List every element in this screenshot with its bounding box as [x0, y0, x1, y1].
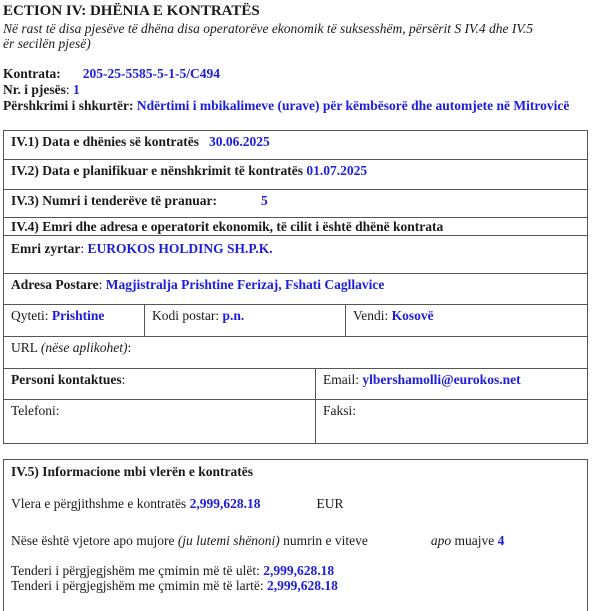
lowest-tender-value: 2,999,628.18: [263, 563, 335, 578]
official-name-value: EUROKOS HOLDING SH.P.K.: [87, 241, 273, 256]
total-value-currency: EUR: [316, 496, 344, 511]
country-value: Kosovë: [391, 308, 434, 323]
row-iv2-signing-date: [4, 159, 587, 189]
row-city-postcode-country: [4, 304, 587, 336]
contract-number-value: 205-25-5585-5-1-5/C494: [82, 66, 220, 81]
iv3-label: IV.3) Numri i tenderëve të pranuar:: [11, 193, 217, 208]
row-contact-email: [4, 368, 587, 399]
lowest-tender-line: [11, 563, 580, 578]
iv3-value: 5: [260, 193, 268, 208]
section-title: ECTION IV: DHËNIA E KONTRATËS: [3, 3, 260, 19]
lot-number-value: 1: [73, 82, 80, 97]
row-url: [4, 336, 587, 368]
fax-cell: Faksi:: [315, 400, 587, 443]
contract-value-table: [3, 459, 588, 611]
iv5-header: IV.5) Informacione mbi vlerën e kontratës: [11, 464, 253, 479]
iv1-value: 30.06.2025: [209, 134, 270, 149]
row-iv1-award-date: [4, 131, 587, 159]
section-subtitle: [3, 22, 605, 51]
postal-address-colon: :: [98, 277, 103, 292]
country-label: Vendi:: [353, 308, 389, 323]
email-value: ylbershamolli@eurokos.net: [362, 372, 521, 387]
lot-number-label: Nr. i pjesës: [3, 82, 66, 97]
country-cell: [345, 305, 587, 336]
contract-meta: [3, 66, 605, 114]
lot-number-colon: :: [65, 82, 70, 97]
annual-monthly-note: (ju lutemi shënoni): [177, 533, 280, 548]
short-description-value: Ndërtimi i mbikalimeve (urave) për këmbësorë dhe automjete në Mitrovicë: [136, 98, 570, 113]
iv2-label: IV.2) Data e planifikuar e nënshkrimit të kontratës: [11, 163, 304, 178]
official-name-colon: :: [80, 241, 85, 256]
row-iv3-tenders-received: [4, 189, 587, 217]
iv2-value: 01.07.2025: [306, 163, 368, 178]
highest-tender-value: 2,999,628.18: [266, 578, 338, 593]
city-cell: [4, 305, 144, 336]
contract-award-table: [3, 130, 588, 444]
url-note: (nëse aplikohet): [40, 340, 128, 355]
subtitle-line-1: Në rast të disa pjesëve të dhëna disa operatorëve ekonomik të suksesshëm, përsërit S IV.4 dhe IV.5: [3, 21, 534, 36]
row-phone-fax: [4, 399, 587, 443]
highest-tender-label: Tenderi i përgjegjshëm me çmimin më të lartë:: [11, 578, 264, 593]
annual-monthly-part3: muajve: [454, 533, 495, 548]
url-label: URL: [11, 340, 38, 355]
short-description-line: [3, 98, 605, 114]
annual-monthly-part2: numrin e viteve: [283, 533, 368, 548]
url-colon: :: [127, 340, 132, 355]
contract-number-label: Kontrata:: [3, 66, 61, 81]
total-value-label: Vlera e përgjithshme e kontratës: [11, 496, 187, 511]
city-label: Qyteti:: [11, 308, 49, 323]
row-iv4-header: IV.4) Emri dhe adresa e operatorit ekonomik, të cilit i është dhënë kontrata: [4, 217, 587, 235]
contact-person-label: Personi kontaktues: [11, 372, 122, 387]
lowest-tender-label: Tenderi i përgjegjshëm me çmimin më të ulët:: [11, 563, 260, 578]
months-count-value: 4: [497, 533, 505, 548]
row-official-name: [4, 235, 587, 273]
phone-cell: Telefoni:: [11, 403, 60, 418]
contact-person-colon: :: [121, 372, 126, 387]
postcode-cell: [144, 305, 345, 336]
contract-number-line: [3, 66, 605, 82]
row-postal-address: [4, 273, 587, 304]
email-label: Email:: [323, 372, 359, 387]
postcode-value: p.n.: [222, 308, 245, 323]
total-value-line: [11, 496, 580, 512]
postal-address-value: Magjistralja Prishtine Ferizaj, Fshati Cagllavice: [105, 277, 385, 292]
postal-address-label: Adresa Postare: [11, 277, 99, 292]
iv1-label: IV.1) Data e dhënies së kontratës: [11, 134, 199, 149]
city-value: Prishtine: [51, 308, 105, 323]
official-name-label: Emri zyrtar: [11, 241, 81, 256]
annual-monthly-apo: apo: [430, 533, 452, 548]
email-cell: [315, 369, 587, 399]
contact-person-cell: [4, 369, 315, 399]
short-description-label: Përshkrimi i shkurtër:: [3, 98, 134, 113]
postcode-label: Kodi postar:: [152, 308, 220, 323]
subtitle-line-2: ër secilën pjesë): [3, 35, 91, 51]
lot-number-line: [3, 82, 605, 98]
total-value-amount: 2,999,628.18: [189, 496, 261, 511]
annual-monthly-line: [11, 533, 580, 549]
highest-tender-line: [11, 578, 580, 593]
annual-monthly-part1: Nëse është vjetore apo mujore: [11, 533, 175, 548]
